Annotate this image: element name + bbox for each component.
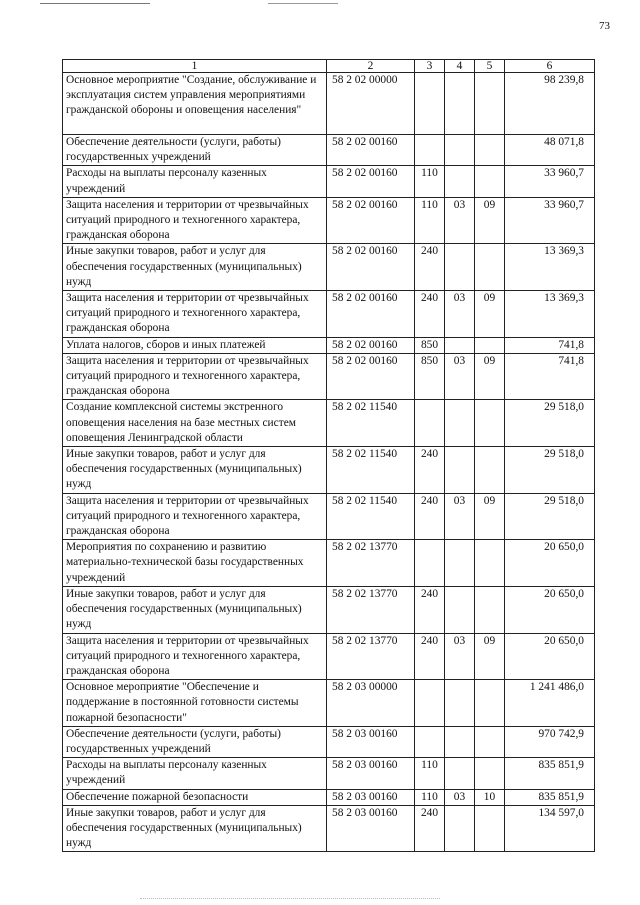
cell-amount: 134 597,0: [505, 805, 595, 852]
table-row: [63, 726, 595, 757]
cell-col5: [475, 244, 505, 291]
cell-name: Иные закупки товаров, работ и услуг для обеспечения государственных (муниципальных) нужд: [63, 447, 327, 494]
cell-col5: 09: [475, 353, 505, 400]
cell-col3: 240: [415, 586, 445, 633]
column-header: 4: [445, 60, 475, 73]
cell-name: Обеспечение деятельности (услуги, работы) государственных учреждений: [63, 135, 327, 166]
cell-name: Уплата налогов, сборов и иных платежей: [63, 337, 327, 353]
column-header: 5: [475, 60, 505, 73]
cell-code: 58 2 02 00160: [327, 197, 415, 244]
cell-col4: 03: [445, 353, 475, 400]
cell-col3: 240: [415, 244, 445, 291]
cell-col4: [445, 400, 475, 447]
cell-col3: 110: [415, 197, 445, 244]
column-header: 2: [327, 60, 415, 73]
cell-col3: 240: [415, 447, 445, 494]
cell-code: 58 2 02 11540: [327, 400, 415, 447]
cell-name: Иные закупки товаров, работ и услуг для обеспечения государственных (муниципальных) нужд: [63, 244, 327, 291]
cell-col3: 240: [415, 805, 445, 852]
table-row: [63, 805, 595, 852]
cell-code: 58 2 03 00160: [327, 789, 415, 805]
cell-col5: [475, 166, 505, 197]
cell-amount: 1 241 486,0: [505, 680, 595, 727]
cell-col4: [445, 73, 475, 135]
cell-col4: [445, 447, 475, 494]
cell-col5: 09: [475, 291, 505, 338]
cell-code: 58 2 02 00160: [327, 166, 415, 197]
table-row: [63, 789, 595, 805]
cell-amount: 33 960,7: [505, 166, 595, 197]
cell-name: Расходы на выплаты персоналу казенных учреждений: [63, 166, 327, 197]
cell-col3: [415, 540, 445, 587]
cell-amount: 20 650,0: [505, 586, 595, 633]
cell-name: Защита населения и территории от чрезвычайных ситуаций природного и техногенного характера, гражданская оборона: [63, 291, 327, 338]
cell-code: 58 2 02 00160: [327, 337, 415, 353]
cell-name: Основное мероприятие "Обеспечение и поддержание в постоянной готовности системы пожарной безопасности": [63, 680, 327, 727]
cell-col3: [415, 680, 445, 727]
table-row: [63, 758, 595, 789]
cell-col4: 03: [445, 493, 475, 540]
cell-col3: 240: [415, 633, 445, 680]
cell-col5: [475, 540, 505, 587]
cell-amount: 48 071,8: [505, 135, 595, 166]
cell-code: 58 2 03 00160: [327, 805, 415, 852]
cell-amount: 970 742,9: [505, 726, 595, 757]
table-row: [63, 540, 595, 587]
cell-code: 58 2 03 00000: [327, 680, 415, 727]
cell-name: Защита населения и территории от чрезвычайных ситуаций природного и техногенного характера, гражданская оборона: [63, 633, 327, 680]
cell-name: Иные закупки товаров, работ и услуг для обеспечения государственных (муниципальных) нужд: [63, 805, 327, 852]
cell-code: 58 2 02 13770: [327, 586, 415, 633]
cell-name: Защита населения и территории от чрезвычайных ситуаций природного и техногенного характера, гражданская оборона: [63, 493, 327, 540]
cell-name: Иные закупки товаров, работ и услуг для обеспечения государственных (муниципальных) нужд: [63, 586, 327, 633]
cell-col3: 110: [415, 758, 445, 789]
cell-code: 58 2 02 00160: [327, 135, 415, 166]
table-row: [63, 586, 595, 633]
cell-col3: [415, 400, 445, 447]
cell-code: 58 2 02 13770: [327, 633, 415, 680]
cell-code: 58 2 02 00000: [327, 73, 415, 135]
cell-col3: 110: [415, 166, 445, 197]
cell-name: Основное мероприятие "Создание, обслуживание и эксплуатация систем управления мероприятиями гражданской обороны и оповещения населения": [63, 73, 327, 135]
column-header: 3: [415, 60, 445, 73]
cell-name: Защита населения и территории от чрезвычайных ситуаций природного и техногенного характера, гражданская оборона: [63, 353, 327, 400]
cell-col4: [445, 805, 475, 852]
cell-col3: 850: [415, 353, 445, 400]
cell-col4: 03: [445, 633, 475, 680]
column-header: 6: [505, 60, 595, 73]
cell-name: Обеспечение пожарной безопасности: [63, 789, 327, 805]
cell-col3: 240: [415, 291, 445, 338]
column-header: 1: [63, 60, 327, 73]
cell-col4: 03: [445, 197, 475, 244]
cell-col4: 03: [445, 789, 475, 805]
cell-amount: 29 518,0: [505, 447, 595, 494]
table-row: [63, 680, 595, 727]
cell-amount: 20 650,0: [505, 633, 595, 680]
cell-amount: 98 239,8: [505, 73, 595, 135]
cell-amount: 29 518,0: [505, 400, 595, 447]
top-rule: [40, 3, 150, 4]
cell-col5: [475, 726, 505, 757]
cell-col5: [475, 447, 505, 494]
cell-col4: [445, 540, 475, 587]
cell-col4: [445, 166, 475, 197]
cell-col4: [445, 586, 475, 633]
table-row: [63, 400, 595, 447]
cell-code: 58 2 03 00160: [327, 726, 415, 757]
cell-amount: 741,8: [505, 337, 595, 353]
cell-col5: [475, 337, 505, 353]
cell-col5: [475, 586, 505, 633]
cell-col5: [475, 400, 505, 447]
cell-col3: [415, 726, 445, 757]
cell-col3: 240: [415, 493, 445, 540]
table-row: [63, 73, 595, 135]
cell-amount: 20 650,0: [505, 540, 595, 587]
cell-code: 58 2 02 11540: [327, 447, 415, 494]
cell-name: Защита населения и территории от чрезвычайных ситуаций природного и техногенного характера, гражданская оборона: [63, 197, 327, 244]
cell-code: 58 2 02 11540: [327, 493, 415, 540]
cell-col4: [445, 244, 475, 291]
cell-col3: [415, 73, 445, 135]
cell-col5: [475, 135, 505, 166]
cell-col3: 110: [415, 789, 445, 805]
top-rule: [268, 3, 338, 4]
cell-amount: 835 851,9: [505, 758, 595, 789]
cell-col5: [475, 73, 505, 135]
cell-col5: 09: [475, 493, 505, 540]
cell-col5: 09: [475, 197, 505, 244]
cell-col4: [445, 337, 475, 353]
cell-col4: [445, 135, 475, 166]
cell-name: Мероприятия по сохранению и развитию материально-технической базы государственных учреждений: [63, 540, 327, 587]
table-row: [63, 493, 595, 540]
cell-amount: 13 369,3: [505, 291, 595, 338]
cell-col4: [445, 726, 475, 757]
cell-code: 58 2 02 13770: [327, 540, 415, 587]
cell-col5: [475, 680, 505, 727]
cell-col4: [445, 758, 475, 789]
cell-code: 58 2 02 00160: [327, 244, 415, 291]
cell-name: Создание комплексной системы экстренного оповещения населения на базе местных систем оповещения Ленинградской области: [63, 400, 327, 447]
cell-col3: 850: [415, 337, 445, 353]
table-row: [63, 291, 595, 338]
cell-col4: [445, 680, 475, 727]
cell-code: 58 2 02 00160: [327, 353, 415, 400]
cell-col5: [475, 805, 505, 852]
cell-amount: 835 851,9: [505, 789, 595, 805]
cell-code: 58 2 03 00160: [327, 758, 415, 789]
budget-table: [62, 59, 595, 852]
cell-col4: 03: [445, 291, 475, 338]
bottom-rule: [140, 898, 440, 899]
table-row: [63, 633, 595, 680]
table-row: [63, 353, 595, 400]
page-number: 73: [599, 20, 610, 32]
table-row: [63, 197, 595, 244]
cell-amount: 741,8: [505, 353, 595, 400]
cell-amount: 13 369,3: [505, 244, 595, 291]
cell-col5: [475, 758, 505, 789]
cell-col5: 10: [475, 789, 505, 805]
table-row: [63, 337, 595, 353]
cell-code: 58 2 02 00160: [327, 291, 415, 338]
cell-amount: 29 518,0: [505, 493, 595, 540]
table-row: [63, 135, 595, 166]
table-header-row: [63, 60, 595, 73]
table-row: [63, 166, 595, 197]
cell-col3: [415, 135, 445, 166]
cell-col5: 09: [475, 633, 505, 680]
cell-name: Обеспечение деятельности (услуги, работы) государственных учреждений: [63, 726, 327, 757]
cell-amount: 33 960,7: [505, 197, 595, 244]
table-row: [63, 244, 595, 291]
cell-name: Расходы на выплаты персоналу казенных учреждений: [63, 758, 327, 789]
table-row: [63, 447, 595, 494]
table-body: [63, 73, 595, 852]
